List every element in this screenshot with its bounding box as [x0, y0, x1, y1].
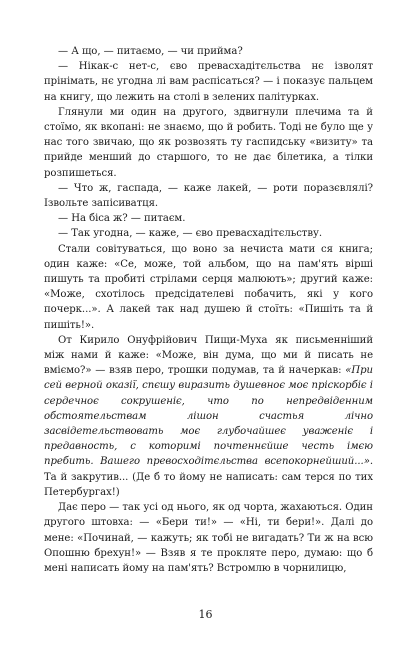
- paragraph: [44, 242, 373, 333]
- paragraph: [44, 211, 373, 226]
- paragraph: [44, 226, 373, 241]
- text-run: Глянули ми один на другого, здвигнули плечима та й стоїмо, як вкопані: не знаємо, що й робить. Тоді не було ще у нас того звичаю, що як розвозять ту гаспидську «визиту» та прийде менший до старшого, то не дає білетика, а тілки розпишеться.: [44, 106, 373, 179]
- body-text: [44, 44, 373, 576]
- paragraph: [44, 333, 373, 500]
- text-run: От Кирило Онуфрійович Пищи-Муха як письменніший між нами й каже: «Може, він дума, що ми й писать не вміємо?» — взяв перо, трошки подумав, та й начеркав:: [44, 334, 373, 377]
- italic-passage: «При сей верной оказії, спєшу виразить душевноє моє пріскорбіє і сердечноє сокрушеніє, что по непредвіденним обстоятельствам лішон счастья лічно засвідетельствовать моє глубочайшеє уваженіє і предавность, с которимі почтеннєйше честь імєю пребить. Вашего превосходітєльства всепокорнейший...».: [44, 365, 373, 468]
- paragraph: [44, 105, 373, 181]
- text-run: — Нікак-с нет-с, єво превасхадітєльства нє ізволят прінімать, нє угодна лі вам распісаться? — і показує пальцем на книгу, що лежить на столі в зелених палітурках.: [44, 61, 373, 103]
- text-run: — Так угодна, — каже, — єво превасхадітєльству.: [58, 228, 323, 240]
- paragraph: [44, 500, 373, 576]
- text-run: Та й закрутив... (Де б то йому не написать: сам терся по тих Петербургах!): [44, 471, 373, 498]
- paragraph: [44, 59, 373, 105]
- text-run: — А що, — питаємо, — чи прийма?: [58, 46, 243, 57]
- paragraph: [44, 181, 373, 211]
- text-run: Дає перо — так усі од нього, як од чорта, жахаються. Один другого штовха: — «Бери ти!» — «Ні, ти бери!». Далі до мене: «Починай, — кажуть; як тобі не вигадать? Ти ж на всю Опошню брехун!» — Взяв я те прокляте перо, думаю: що б мені написать йому на пам'ять? Встромлю в чорнилицю,: [44, 502, 373, 574]
- text-run: — На біса ж? — питаєм.: [58, 213, 186, 225]
- text-run: — Что ж, гаспада, — каже лакей, — роти поразєвлялі? Ізвольте запісиватця.: [44, 182, 373, 210]
- text-run: Стали совітуваться, що воно за нечиста мати ся книга; один каже: «Се, може, той альбом, що на пам'ять вірші пишуть та пробиті стрілами серця малюють»; другий каже: «Може, схотілось предсідателеві побачить, які у кого почерк...». А лакей так над душею й стоїть: «Пишіть та й пишіть!».: [44, 243, 373, 331]
- page-number: 16: [198, 608, 213, 621]
- paragraph: [44, 44, 373, 59]
